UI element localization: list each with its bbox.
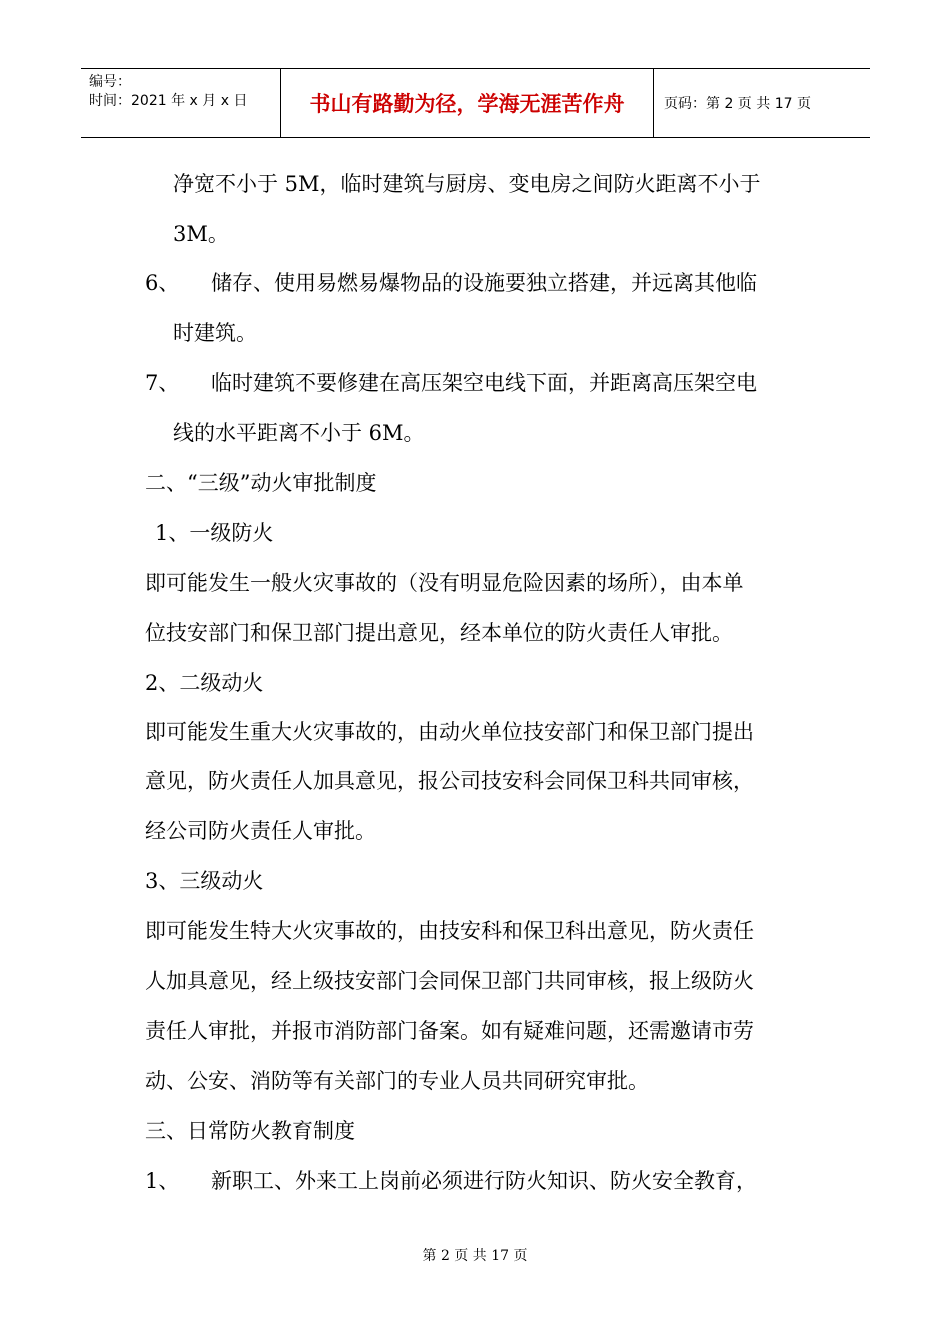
paragraph-line: 意见，防火责任人加具意见，报公司技安科会同保卫科共同审核， bbox=[145, 769, 754, 793]
paragraph-line: 责任人审批，并报市消防部门备案。如有疑难问题，还需邀请市劳 bbox=[145, 1019, 754, 1043]
list-item-number: 7、 bbox=[145, 371, 180, 395]
list-item-text: 储存、使用易燃易爆物品的设施要独立搭建，并远离其他临 bbox=[211, 271, 757, 295]
paragraph-line: 位技安部门和保卫部门提出意见，经本单位的防火责任人审批。 bbox=[145, 621, 733, 645]
paragraph-line: 人加具意见，经上级技安部门会同保卫部门共同审核，报上级防火 bbox=[145, 969, 754, 993]
header-motto: 书山有路勤为径，学海无涯苦作舟 bbox=[281, 69, 654, 137]
list-item-text: 时建筑。 bbox=[173, 321, 257, 345]
subsection-heading: 2、二级动火 bbox=[145, 671, 264, 695]
section-heading: 二、“三级”动火审批制度 bbox=[145, 471, 377, 495]
paragraph-line: 动、公安、消防等有关部门的专业人员共同研究审批。 bbox=[145, 1069, 649, 1093]
page-footer: 第 2 页 共 17 页 bbox=[422, 1248, 528, 1264]
document-date-label: 时间：2021 年 x 月 x 日 bbox=[89, 93, 248, 109]
document-number-label: 编号： bbox=[89, 74, 131, 90]
header-meta bbox=[81, 69, 281, 137]
subsection-heading: 1、一级防火 bbox=[155, 521, 274, 545]
list-item-text: 新职工、外来工上岗前必须进行防火知识、防火安全教育， bbox=[211, 1169, 757, 1193]
paragraph-line: 净宽不小于 5M，临时建筑与厨房、变电房之间防火距离不小于 bbox=[173, 172, 761, 196]
paragraph-line: 经公司防火责任人审批。 bbox=[145, 819, 376, 843]
paragraph-line: 即可能发生特大火灾事故的，由技安科和保卫科出意见，防火责任 bbox=[145, 919, 754, 943]
list-item-number: 6、 bbox=[145, 271, 180, 295]
paragraph-line: 即可能发生一般火灾事故的（没有明显危险因素的场所），由本单 bbox=[145, 571, 744, 595]
header-page-info: 页码：第 2 页 共 17 页 bbox=[664, 96, 811, 112]
paragraph-line: 3M。 bbox=[173, 222, 229, 246]
subsection-heading: 3、三级动火 bbox=[145, 869, 264, 893]
section-heading: 三、日常防火教育制度 bbox=[145, 1119, 355, 1143]
paragraph-line: 即可能发生重大火灾事故的，由动火单位技安部门和保卫部门提出 bbox=[145, 720, 754, 744]
page-header bbox=[81, 68, 870, 138]
list-item-text: 临时建筑不要修建在高压架空电线下面，并距离高压架空电 bbox=[211, 371, 757, 395]
list-item-number: 1、 bbox=[145, 1169, 180, 1193]
list-item-text: 线的水平距离不小于 6M。 bbox=[173, 421, 425, 445]
